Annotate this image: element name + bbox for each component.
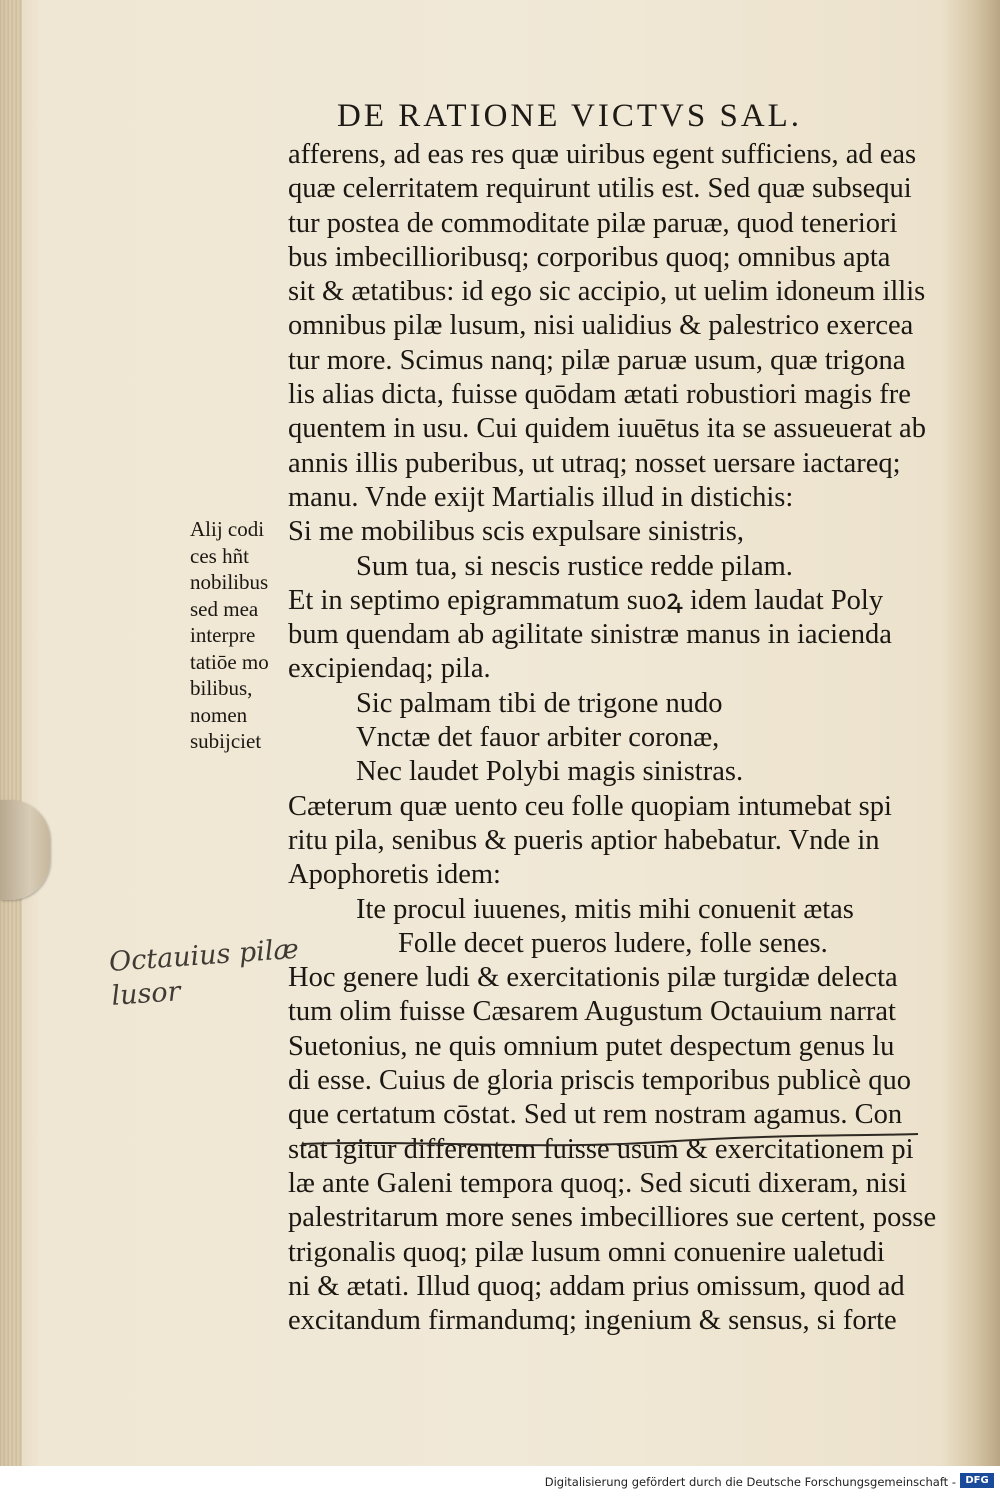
verse-line: Ite procul iuuenes, mitis mihi conuenit ætas xyxy=(356,893,854,925)
text-line: palestritarum more senes imbecilliores sue certent, posse xyxy=(288,1202,937,1234)
text-line: tur postea de commoditate pilæ paruæ, quod teneriori xyxy=(288,207,898,239)
verse-line: Vnctæ det fauor arbiter coronæ, xyxy=(356,722,720,754)
text-line: excipiendaq; pila. xyxy=(288,653,491,685)
text-line: excitandum firmandumq; ingenium & sensus, si forte xyxy=(288,1305,897,1337)
text-line: quæ celerritatem requirunt utilis est. Sed quæ subsequi xyxy=(288,173,912,205)
text-line: tur more. Scimus nanq; pilæ paruæ usum, quæ trigona xyxy=(288,344,906,376)
margin-note-line: bilibus, xyxy=(190,676,253,700)
verse-line: Sic palmam tibi de trigone nudo xyxy=(356,687,723,719)
margin-note-line: subijciet xyxy=(190,729,262,753)
text-line: bum quendam ab agilitate sinistræ manus in iacienda xyxy=(288,619,892,651)
handwritten-annotation xyxy=(108,933,302,1014)
text-line: que certatum cōstat. Sed ut rem nostram agamus. Con xyxy=(288,1099,903,1131)
margin-note-line: interpre xyxy=(190,623,256,647)
text-line: stat igitur differentem fuisse usum & exercitationem pi xyxy=(288,1133,914,1165)
verse-line: Nec laudet Polybi magis sinistras. xyxy=(356,756,744,788)
verse-line: Folle decet pueros ludere, folle senes. xyxy=(398,927,828,959)
text-line: quentem in usu. Cui quidem iuuētus ita se assueuerat ab xyxy=(288,413,926,445)
text-line: afferens, ad eas res quæ uiribus egent sufficiens, ad eas xyxy=(288,139,917,170)
margin-note-line: tatiōe mo xyxy=(190,649,269,674)
text-line: lis alias dicta, fuisse quōdam ætati robustiori magis fre xyxy=(288,379,911,411)
handwritten-underline xyxy=(300,1128,920,1152)
verse-line: Sum tua, si nescis rustice redde pilam. xyxy=(356,550,793,582)
text-line: Apophoretis idem: xyxy=(288,859,501,891)
text-line: Hoc genere ludi & exercitationis pilæ turgidæ delecta xyxy=(288,962,898,994)
text-line: trigonalis quoq; pilæ lusum omni conuenire ualetudi xyxy=(288,1236,885,1268)
text-line: Cæterum quæ uento ceu folle quopiam intumebat spi xyxy=(288,790,892,822)
page-stack-edge xyxy=(0,0,22,1466)
main-text-block xyxy=(288,138,937,1338)
text-line: Et in septimo epigrammatum suoꝝ idem laudat Poly xyxy=(288,584,884,616)
handwritten-line: Octauius pilæ xyxy=(108,933,300,978)
margin-note-line: nomen xyxy=(190,702,248,727)
text-line: læ ante Galeni tempora quoq;. Sed sicuti dixeram, nisi xyxy=(288,1167,907,1199)
text-line: sit & ætatibus: id ego sic accipio, ut uelim idoneum illis xyxy=(288,276,926,308)
funding-credit: Digitalisierung gefördert durch die Deutsche Forschungsgemeinschaft - xyxy=(544,1475,956,1489)
dfg-logo: DFG xyxy=(960,1473,994,1488)
book-clasp xyxy=(0,800,50,900)
text-line: bus imbecillioribusq; corporibus quoq; omnibus apta xyxy=(288,241,891,273)
text-line: ni & ætati. Illud quoq; addam prius omissum, quod ad xyxy=(288,1270,905,1302)
verse-line: Si me mobilibus scis expulsare sinistris, xyxy=(288,516,744,548)
margin-note-line: ces hñt xyxy=(190,543,249,568)
text-line: omnibus pilæ lusum, nisi ualidius & palestrico exercea xyxy=(288,310,914,342)
margin-note-line: nobilibus xyxy=(190,570,269,594)
text-line: di esse. Cuius de gloria priscis temporibus publicè quo xyxy=(288,1065,911,1097)
text-line: annis illis puberibus, ut utraq; nosset uersare iactareq; xyxy=(288,447,901,479)
margin-note-line: sed mea xyxy=(190,596,259,621)
text-line: Suetonius, ne quis omnium putet despectum genus lu xyxy=(288,1030,895,1062)
margin-note-line: Alij codi xyxy=(190,517,265,541)
printed-margin-note xyxy=(190,516,290,755)
running-header: DE RATIONE VICTVS SAL. xyxy=(337,98,803,134)
text-line: ritu pila, senibus & pueris aptior habebatur. Vnde in xyxy=(288,824,880,856)
text-line: manu. Vnde exijt Martialis illud in distichis: xyxy=(288,481,794,513)
handwritten-line: lusor xyxy=(110,976,182,1012)
text-line: tum olim fuisse Cæsarem Augustum Octauium narrat xyxy=(288,996,896,1028)
